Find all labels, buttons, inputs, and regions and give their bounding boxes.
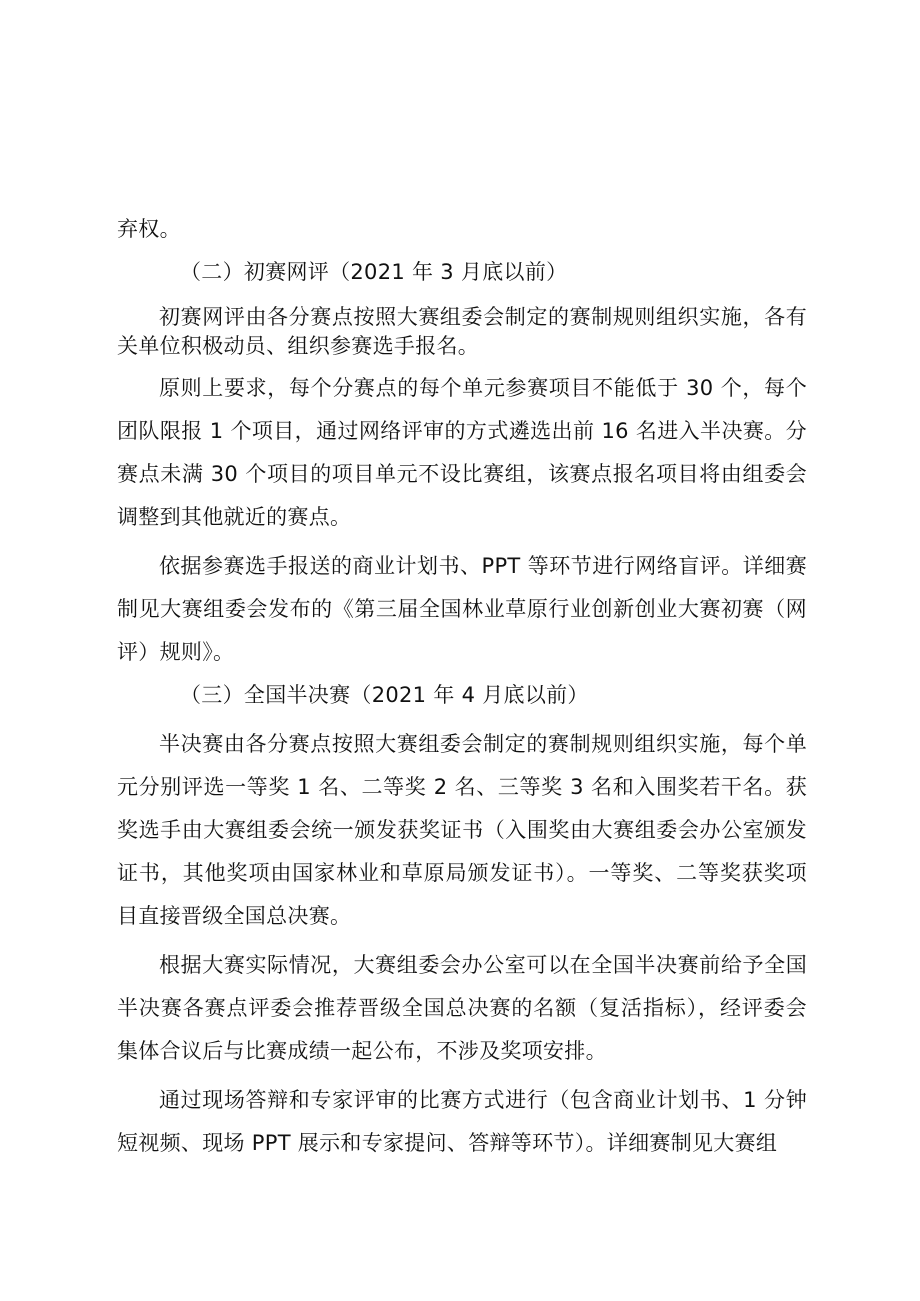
lead-fragment: 弃权。 [117,217,181,241]
section-heading-preliminary: （二）初赛网评（2021 年 3 月底以前） [180,260,568,284]
document-body [117,208,807,1165]
paragraph-preliminary-intro: 初赛网评由各分赛点按照大赛组委会制定的赛制规则组织实施，各有关单位积极动员、组织参赛选手报名。 [117,305,807,358]
paragraph-preliminary-review: 依据参赛选手报送的商业计划书、PPT 等环节进行网络盲评。详细赛制见大赛组委会发布的《第三届全国林业草原行业创新创业大赛初赛（网评）规则》。 [117,554,807,664]
paragraph-semifinal-format: 通过现场答辩和专家评审的比赛方式进行（包含商业计划书、1 分钟短视频、现场 PPT 展示和专家提问、答辩等环节）。详细赛制见大赛组 [117,1088,807,1155]
paragraph-semifinal-quota: 根据大赛实际情况，大赛组委会办公室可以在全国半决赛前给予全国半决赛各赛点评委会推荐晋级全国总决赛的名额（复活指标），经评委会集体合议后与比赛成绩一起公布，不涉及奖项安排。 [117,953,807,1063]
paragraph-preliminary-requirements: 原则上要求，每个分赛点的每个单元参赛项目不能低于 30 个，每个团队限报 1 个项目，通过网络评审的方式遴选出前 16 名进入半决赛。分赛点未满 30 个项目的项目单元不设比赛组，该赛点报名项目将由组委会调整到其他就近的赛点。 [117,376,807,529]
section-heading-semifinal: （三）全国半决赛（2021 年 4 月底以前） [180,683,589,707]
paragraph-semifinal-awards: 半决赛由各分赛点按照大赛组委会制定的赛制规则组织实施，每个单元分别评选一等奖 1 名、二等奖 2 名、三等奖 3 名和入围奖若干名。获奖选手由大赛组委会统一颁发获奖证书（入围奖由大赛组委会办公室颁发证书，其他奖项由国家林业和草原局颁发证书）。一等奖、二等奖获奖项目直接晋级全国总决赛。 [117,732,807,928]
